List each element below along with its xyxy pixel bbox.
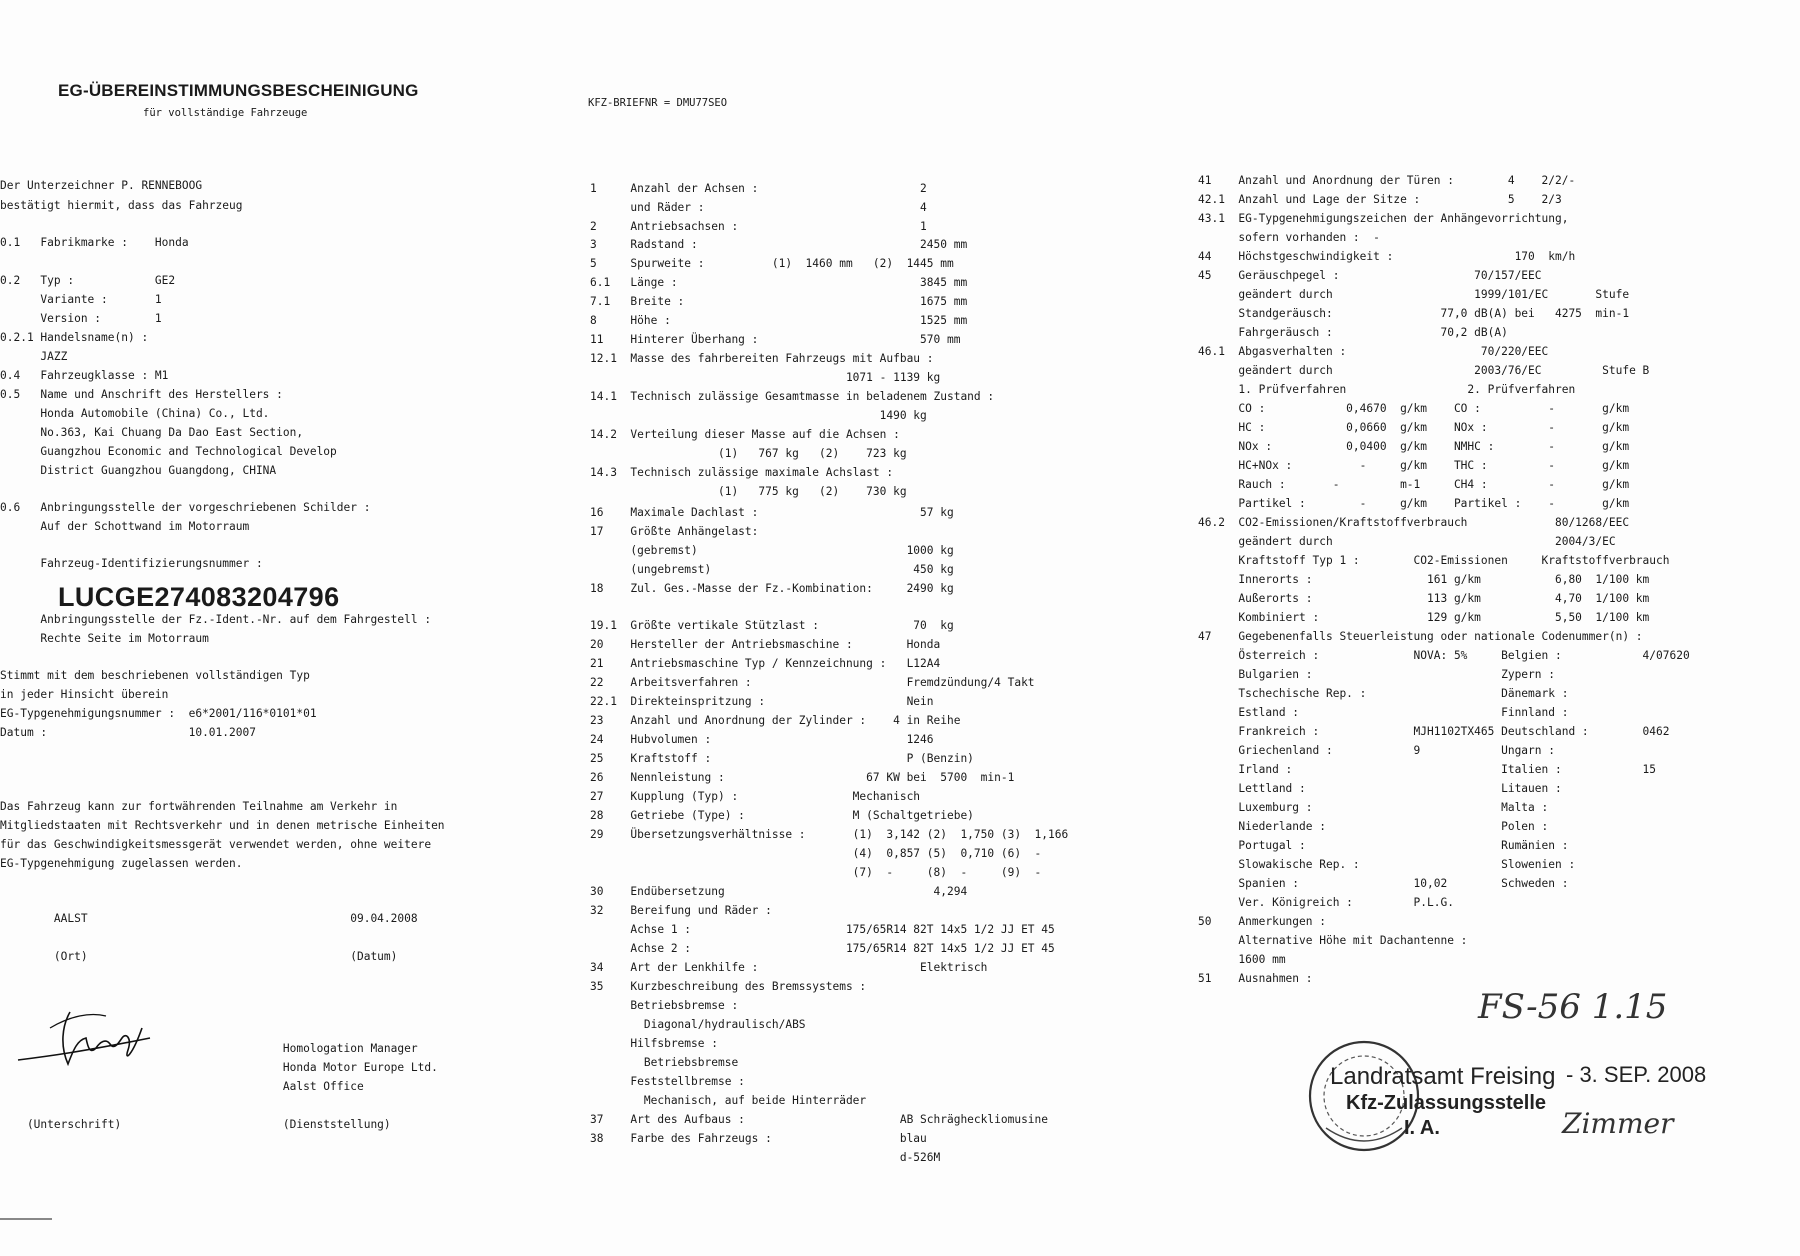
right-line: 44 Höchstgeschwindigkeit : 170 km/h: [1198, 250, 1576, 263]
right-line: Fahrgeräusch : 70,2 dB(A): [1198, 326, 1508, 339]
right-line: Niederlande : Polen :: [1198, 820, 1549, 833]
middle-line: 5 Spurweite : (1) 1460 mm (2) 1445 mm: [590, 257, 954, 270]
right-line: Irland : Italien : 15: [1198, 763, 1657, 776]
right-line: 42.1 Anzahl und Lage der Sitze : 5 2/3: [1198, 193, 1562, 206]
middle-line: 14.3 Technisch zulässige maximale Achslast :: [590, 466, 894, 479]
right-line: 50 Anmerkungen :: [1198, 915, 1326, 928]
right-line: sofern vorhanden : -: [1198, 231, 1380, 244]
right-line: HC+NOx : - g/km THC : - g/km: [1198, 459, 1630, 472]
left-line: Honda Automobile (China) Co., Ltd.: [0, 407, 270, 420]
right-line: 47 Gegebenenfalls Steuerleistung oder nationale Codenummer(n) :: [1198, 630, 1643, 643]
middle-line: 16 Maximale Dachlast : 57 kg: [590, 506, 954, 519]
left-line: Honda Motor Europe Ltd.: [0, 1061, 438, 1074]
middle-line: 1071 - 1139 kg: [590, 371, 941, 384]
left-line: Fahrzeug-Identifizierungsnummer :: [0, 557, 263, 570]
right-line: geändert durch 2003/76/EC Stufe B: [1198, 364, 1650, 377]
right-line: 41 Anzahl und Anordnung der Türen : 4 2/2/-: [1198, 174, 1576, 187]
middle-line: und Räder : 4: [590, 201, 927, 214]
left-line: 0.5 Name und Anschrift des Herstellers :: [0, 388, 283, 401]
middle-line: 38 Farbe des Fahrzeugs : blau: [590, 1132, 927, 1145]
right-line: Slowakische Rep. : Slowenien :: [1198, 858, 1576, 871]
right-line: geändert durch 2004/3/EC: [1198, 535, 1616, 548]
initials: Zimmer: [1562, 1107, 1674, 1140]
handwritten-code: FS-56 1.15: [1478, 987, 1668, 1027]
left-line: Guangzhou Economic and Technological Develop: [0, 445, 337, 458]
middle-line: 22.1 Direkteinspritzung : Nein: [590, 695, 934, 708]
right-line: Außerorts : 113 g/km 4,70 1/100 km: [1198, 592, 1650, 605]
middle-line: 8 Höhe : 1525 mm: [590, 314, 968, 327]
left-line: EG-Typgenehmigungsnummer : e6*2001/116*0101*01: [0, 707, 317, 720]
left-line: Anbringungsstelle der Fz.-Ident.-Nr. auf dem Fahrgestell :: [0, 613, 432, 626]
stamp-office: Landratsamt Freising: [1330, 1063, 1556, 1090]
left-line: 0.6 Anbringungsstelle der vorgeschriebenen Schilder :: [0, 501, 371, 514]
left-line: Aalst Office: [0, 1080, 364, 1093]
left-line: Variante : 1: [0, 293, 162, 306]
middle-line: 35 Kurzbeschreibung des Bremssystems :: [590, 980, 867, 993]
left-line: (Ort) (Datum): [0, 950, 398, 963]
right-line: Rauch : - m-1 CH4 : - g/km: [1198, 478, 1630, 491]
left-line: 0.4 Fahrzeugklasse : M1: [0, 369, 169, 382]
middle-line: 22 Arbeitsverfahren : Fremdzündung/4 Takt: [590, 676, 1035, 689]
middle-line: 25 Kraftstoff : P (Benzin): [590, 752, 974, 765]
right-line: Partikel : - g/km Partikel : - g/km: [1198, 497, 1630, 510]
right-line: 46.1 Abgasverhalten : 70/220/EEC: [1198, 345, 1549, 358]
middle-line: 30 Endübersetzung 4,294: [590, 885, 968, 898]
middle-line: 1490 kg: [590, 409, 927, 422]
right-line: HC : 0,0660 g/km NOx : - g/km: [1198, 421, 1630, 434]
left-line: (Unterschrift) (Dienststellung): [0, 1118, 391, 1131]
right-line: Kraftstoff Typ 1 : CO2-Emissionen Kraftstoffverbrauch: [1198, 554, 1670, 567]
middle-line: Hilfsbremse :: [590, 1037, 718, 1050]
right-line: 1600 mm: [1198, 953, 1286, 966]
middle-line: 12.1 Masse des fahrbereiten Fahrzeugs mit Aufbau :: [590, 352, 934, 365]
middle-line: Diagonal/hydraulisch/ABS: [590, 1018, 806, 1031]
middle-line: 19.1 Größte vertikale Stützlast : 70 kg: [590, 619, 954, 632]
left-line: Version : 1: [0, 312, 162, 325]
middle-line: Feststellbremse :: [590, 1075, 745, 1088]
middle-line: 32 Bereifung und Räder :: [590, 904, 772, 917]
middle-line: (7) - (8) - (9) -: [590, 866, 1042, 879]
scan-mark: [0, 1218, 52, 1220]
left-line: in jeder Hinsicht überein: [0, 688, 169, 701]
middle-line: 27 Kupplung (Typ) : Mechanisch: [590, 790, 921, 803]
middle-line: 28 Getriebe (Type) : M (Schaltgetriebe): [590, 809, 974, 822]
middle-line: Betriebsbremse: [590, 1056, 739, 1069]
stamp-ia: I. A.: [1404, 1117, 1440, 1139]
middle-line: 17 Größte Anhängelast:: [590, 525, 759, 538]
right-line: Portugal : Rumänien :: [1198, 839, 1569, 852]
middle-line: Achse 1 : 175/65R14 82T 14x5 1/2 JJ ET 45: [590, 923, 1055, 936]
stamp-unit: Kfz-Zulassungsstelle: [1346, 1092, 1547, 1114]
left-line: AALST 09.04.2008: [0, 912, 418, 925]
middle-line: Achse 2 : 175/65R14 82T 14x5 1/2 JJ ET 45: [590, 942, 1055, 955]
left-line: Auf der Schottwand im Motorraum: [0, 520, 250, 533]
middle-line: (4) 0,857 (5) 0,710 (6) -: [590, 847, 1042, 860]
right-line: 43.1 EG-Typgenehmigungszeichen der Anhängevorrichtung,: [1198, 212, 1569, 225]
middle-line: 7.1 Breite : 1675 mm: [590, 295, 968, 308]
middle-line: (gebremst) 1000 kg: [590, 544, 954, 557]
middle-line: d-526M: [590, 1151, 941, 1164]
middle-line: 26 Nennleistung : 67 KW bei 5700 min-1: [590, 771, 1015, 784]
right-line: Bulgarien : Zypern :: [1198, 668, 1555, 681]
left-line: für das Geschwindigkeitsmessgerät verwendet werden, ohne weitere: [0, 838, 432, 851]
middle-line: 3 Radstand : 2450 mm: [590, 238, 968, 251]
middle-line: 14.1 Technisch zulässige Gesamtmasse in beladenem Zustand :: [590, 390, 995, 403]
signature: [10, 998, 160, 1078]
right-line: 1. Prüfverfahren 2. Prüfverfahren: [1198, 383, 1576, 396]
middle-line: 20 Hersteller der Antriebsmaschine : Honda: [590, 638, 941, 651]
right-line: geändert durch 1999/101/EC Stufe: [1198, 288, 1630, 301]
middle-line: 14.2 Verteilung dieser Masse auf die Achsen :: [590, 428, 900, 441]
left-line: JAZZ: [0, 350, 68, 363]
right-line: Österreich : NOVA: 5% Belgien : 4/07620: [1198, 649, 1690, 662]
middle-line: 23 Anzahl und Anordnung der Zylinder : 4 in Reihe: [590, 714, 961, 727]
right-line: Alternative Höhe mit Dachantenne :: [1198, 934, 1468, 947]
middle-line: 37 Art des Aufbaus : AB Schrägheckliomusine: [590, 1113, 1049, 1126]
vin-number: LUCGE274083204796: [58, 582, 340, 612]
middle-line: (1) 775 kg (2) 730 kg: [590, 485, 907, 498]
right-line: Kombiniert : 129 g/km 5,50 1/100 km: [1198, 611, 1650, 624]
middle-line: 18 Zul. Ges.-Masse der Fz.-Kombination: 2490 kg: [590, 582, 954, 595]
left-line: No.363, Kai Chuang Da Dao East Section,: [0, 426, 304, 439]
middle-line: 34 Art der Lenkhilfe : Elektrisch: [590, 961, 988, 974]
middle-line: 6.1 Länge : 3845 mm: [590, 276, 968, 289]
middle-line: 1 Anzahl der Achsen : 2: [590, 182, 927, 195]
middle-line: (1) 767 kg (2) 723 kg: [590, 447, 907, 460]
left-line: bestätigt hiermit, dass das Fahrzeug: [0, 199, 243, 212]
right-line: Estland : Finnland :: [1198, 706, 1569, 719]
left-line: 0.2 Typ : GE2: [0, 274, 176, 287]
middle-line: 2 Antriebsachsen : 1: [590, 220, 927, 233]
left-line: 0.1 Fabrikmarke : Honda: [0, 236, 189, 249]
left-line: Homologation Manager: [0, 1042, 418, 1055]
left-line: Datum : 10.01.2007: [0, 726, 256, 739]
left-line: Stimmt mit dem beschriebenen vollständigen Typ: [0, 669, 310, 682]
stamp-date: - 3. SEP. 2008: [1566, 1062, 1707, 1087]
right-line: Griechenland : 9 Ungarn :: [1198, 744, 1555, 757]
document-title: EG-ÜBEREINSTIMMUNGSBESCHEINIGUNG: [58, 81, 419, 100]
right-line: Spanien : 10,02 Schweden :: [1198, 877, 1569, 890]
right-line: CO : 0,4670 g/km CO : - g/km: [1198, 402, 1630, 415]
right-line: Lettland : Litauen :: [1198, 782, 1562, 795]
left-line: EG-Typgenehmigung zugelassen werden.: [0, 857, 243, 870]
left-line: Mitgliedstaaten mit Rechtsverkehr und in denen metrische Einheiten: [0, 819, 445, 832]
right-line: 45 Geräuschpegel : 70/157/EEC: [1198, 269, 1542, 282]
left-line: Das Fahrzeug kann zur fortwährenden Teilnahme am Verkehr in: [0, 800, 398, 813]
right-line: Innerorts : 161 g/km 6,80 1/100 km: [1198, 573, 1650, 586]
right-line: Ver. Königreich : P.L.G.: [1198, 896, 1454, 909]
middle-line: 21 Antriebsmaschine Typ / Kennzeichnung : L12A4: [590, 657, 941, 670]
right-line: Frankreich : MJH1102TX465 Deutschland : 0462: [1198, 725, 1670, 738]
left-line: Der Unterzeichner P. RENNEBOOG: [0, 179, 203, 192]
right-line: Luxemburg : Malta :: [1198, 801, 1549, 814]
middle-line: 11 Hinterer Überhang : 570 mm: [590, 333, 961, 346]
right-line: 46.2 CO2-Emissionen/Kraftstoffverbrauch 80/1268/EEC: [1198, 516, 1630, 529]
document-subtitle: für vollständige Fahrzeuge: [143, 107, 308, 119]
left-line: 0.2.1 Handelsname(n) :: [0, 331, 149, 344]
left-line: Rechte Seite im Motorraum: [0, 632, 209, 645]
right-line: Standgeräusch: 77,0 dB(A) bei 4275 min-1: [1198, 307, 1630, 320]
middle-line: Mechanisch, auf beide Hinterräder: [590, 1094, 867, 1107]
brief-number: KFZ-BRIEFNR = DMU77SEO: [588, 97, 728, 109]
middle-line: 29 Übersetzungsverhältnisse : (1) 3,142 (2) 1,750 (3) 1,166: [590, 828, 1069, 841]
middle-line: 24 Hubvolumen : 1246: [590, 733, 934, 746]
right-line: Tschechische Rep. : Dänemark :: [1198, 687, 1569, 700]
middle-line: (ungebremst) 450 kg: [590, 563, 954, 576]
middle-line: Betriebsbremse :: [590, 999, 739, 1012]
right-line: NOx : 0,0400 g/km NMHC : - g/km: [1198, 440, 1630, 453]
left-line: District Guangzhou Guangdong, CHINA: [0, 464, 277, 477]
right-line: 51 Ausnahmen :: [1198, 972, 1313, 985]
